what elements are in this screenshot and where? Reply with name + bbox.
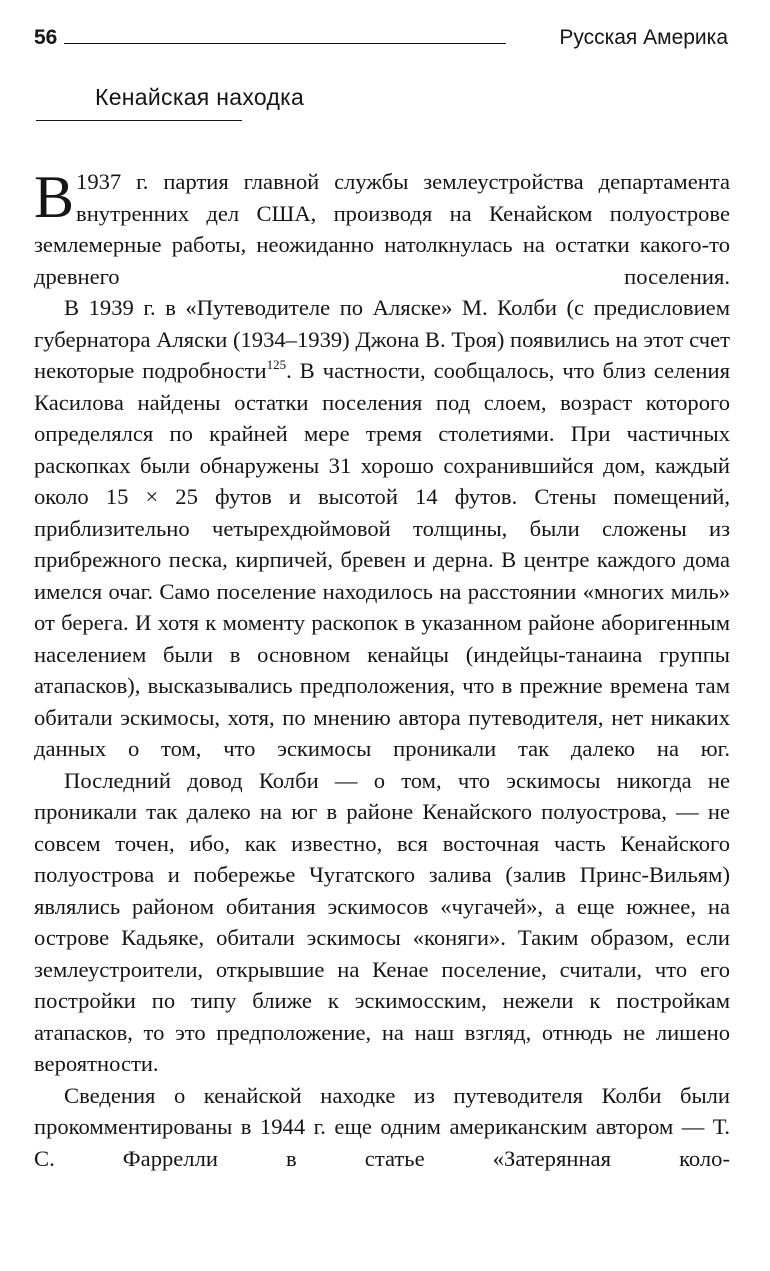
paragraph-2-text-end: . В частности, сообщалось, что близ селения Касилова найдены остатки поселения под слоем, возраст которого определялся по крайней мере тремя столетиями. При частичных раскопках были обнаружены 31 хорошо сохранившийся дом, каждый около 15 × 25 футов и высотой 14 футов. Стены помещений, приблизительно четырехдюймовой толщины, были сложены из прибрежного песка, кирпичей, бревен и дерна. В центре каждого дома имелся очаг. Само поселение находилось на расстоянии «многих миль» от берега. И хотя к моменту раскопок в указанном районе аборигенным населением были в основном кенайцы (индейцы-танаина группы атапасков), высказывались предположения, что в прежние времена там обитали эскимосы, хотя, по мнению автора путеводителя, нет никаких данных о том, что эскимосы проникали так далеко на юг. bbox=[34, 358, 730, 761]
running-title: Русская Америка bbox=[559, 26, 728, 49]
section-title-rule bbox=[36, 120, 242, 121]
page-header bbox=[34, 26, 728, 56]
paragraph-1 bbox=[34, 166, 730, 292]
section-title: Кенайская находка bbox=[95, 84, 305, 110]
paragraph-3 bbox=[34, 765, 730, 1080]
footnote-reference: 125 bbox=[266, 357, 287, 372]
header-rule bbox=[64, 43, 506, 44]
paragraph-2-text-start: В 1939 г. в «Путеводителе по Аляске» М. Колби (с предисловием губернатора Аляски (1934–1939) Джона В. Троя) появились на этот счет некоторые подробности bbox=[34, 295, 730, 383]
drop-cap: В bbox=[34, 164, 75, 230]
paragraph-1-text: 1937 г. партия главной службы землеустройства департамента внутренних дел США, производя на Кенайском полуострове землемерные работы, неожиданно натолкнулась на остатки какого-то древнего поселения. bbox=[34, 169, 730, 289]
page-number: 56 bbox=[34, 26, 58, 49]
paragraph-4 bbox=[34, 1080, 730, 1175]
body-text bbox=[34, 166, 730, 1174]
paragraph-4-text: Сведения о кенайской находке из путеводителя Колби были прокомментированы в 1944 г. еще одним американским автором — Т. С. Фаррелли в статье «Затерянная коло- bbox=[34, 1082, 730, 1171]
paragraph-3-text: Последний довод Колби — о том, что эскимосы никогда не проникали так далеко на юг в районе Кенайского полуострова, — не совсем точен, ибо, как известно, вся восточная часть Кенайского полуострова и побережье Чугатского залива (залив Принс-Вильям) являлись районом обитания эскимосов «чугачей», а еще южнее, на острове Кадьяке, обитали эскимосы «коняги». Таким образом, если землеустроители, открывшие на Кенае поселение, считали, что его постройки по типу ближе к эскимосским, нежели к постройкам атапасков, то это предположение, на наш взгляд, отнюдь не лишено вероятности. bbox=[34, 767, 730, 1076]
paragraph-2 bbox=[34, 292, 730, 765]
